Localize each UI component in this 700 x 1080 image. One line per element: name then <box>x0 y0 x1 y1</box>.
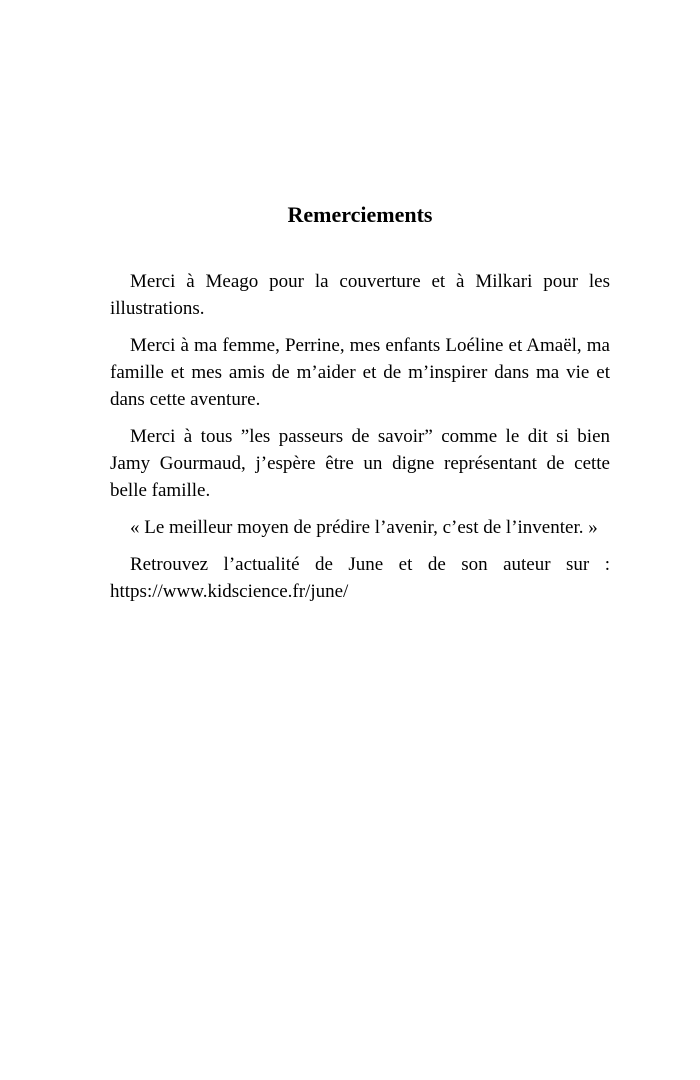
paragraph-knowledge-sharers: Merci à tous ”les passeurs de savoir” comme le dit si bien Jamy Gourmaud, j’espère être un digne représentant de cette belle famille. <box>110 426 610 501</box>
acknowledgements-body <box>110 268 610 615</box>
paragraph-quote: « Le meilleur moyen de prédire l’avenir, c’est de l’inventer. » <box>130 517 598 538</box>
paragraph-family-thanks: Merci à ma femme, Perrine, mes enfants Loéline et Amaël, ma famille et mes amis de m’aider et de m’inspirer dans ma vie et dans cette aventure. <box>110 335 610 410</box>
paragraph-website: Retrouvez l’actualité de June et de son auteur sur : https://www.kidscience.fr/june/ <box>110 554 610 602</box>
paragraph-illustrations-credit: Merci à Meago pour la couverture et à Milkari pour les illustrations. <box>110 271 610 319</box>
page-title: Remerciements <box>287 202 433 227</box>
